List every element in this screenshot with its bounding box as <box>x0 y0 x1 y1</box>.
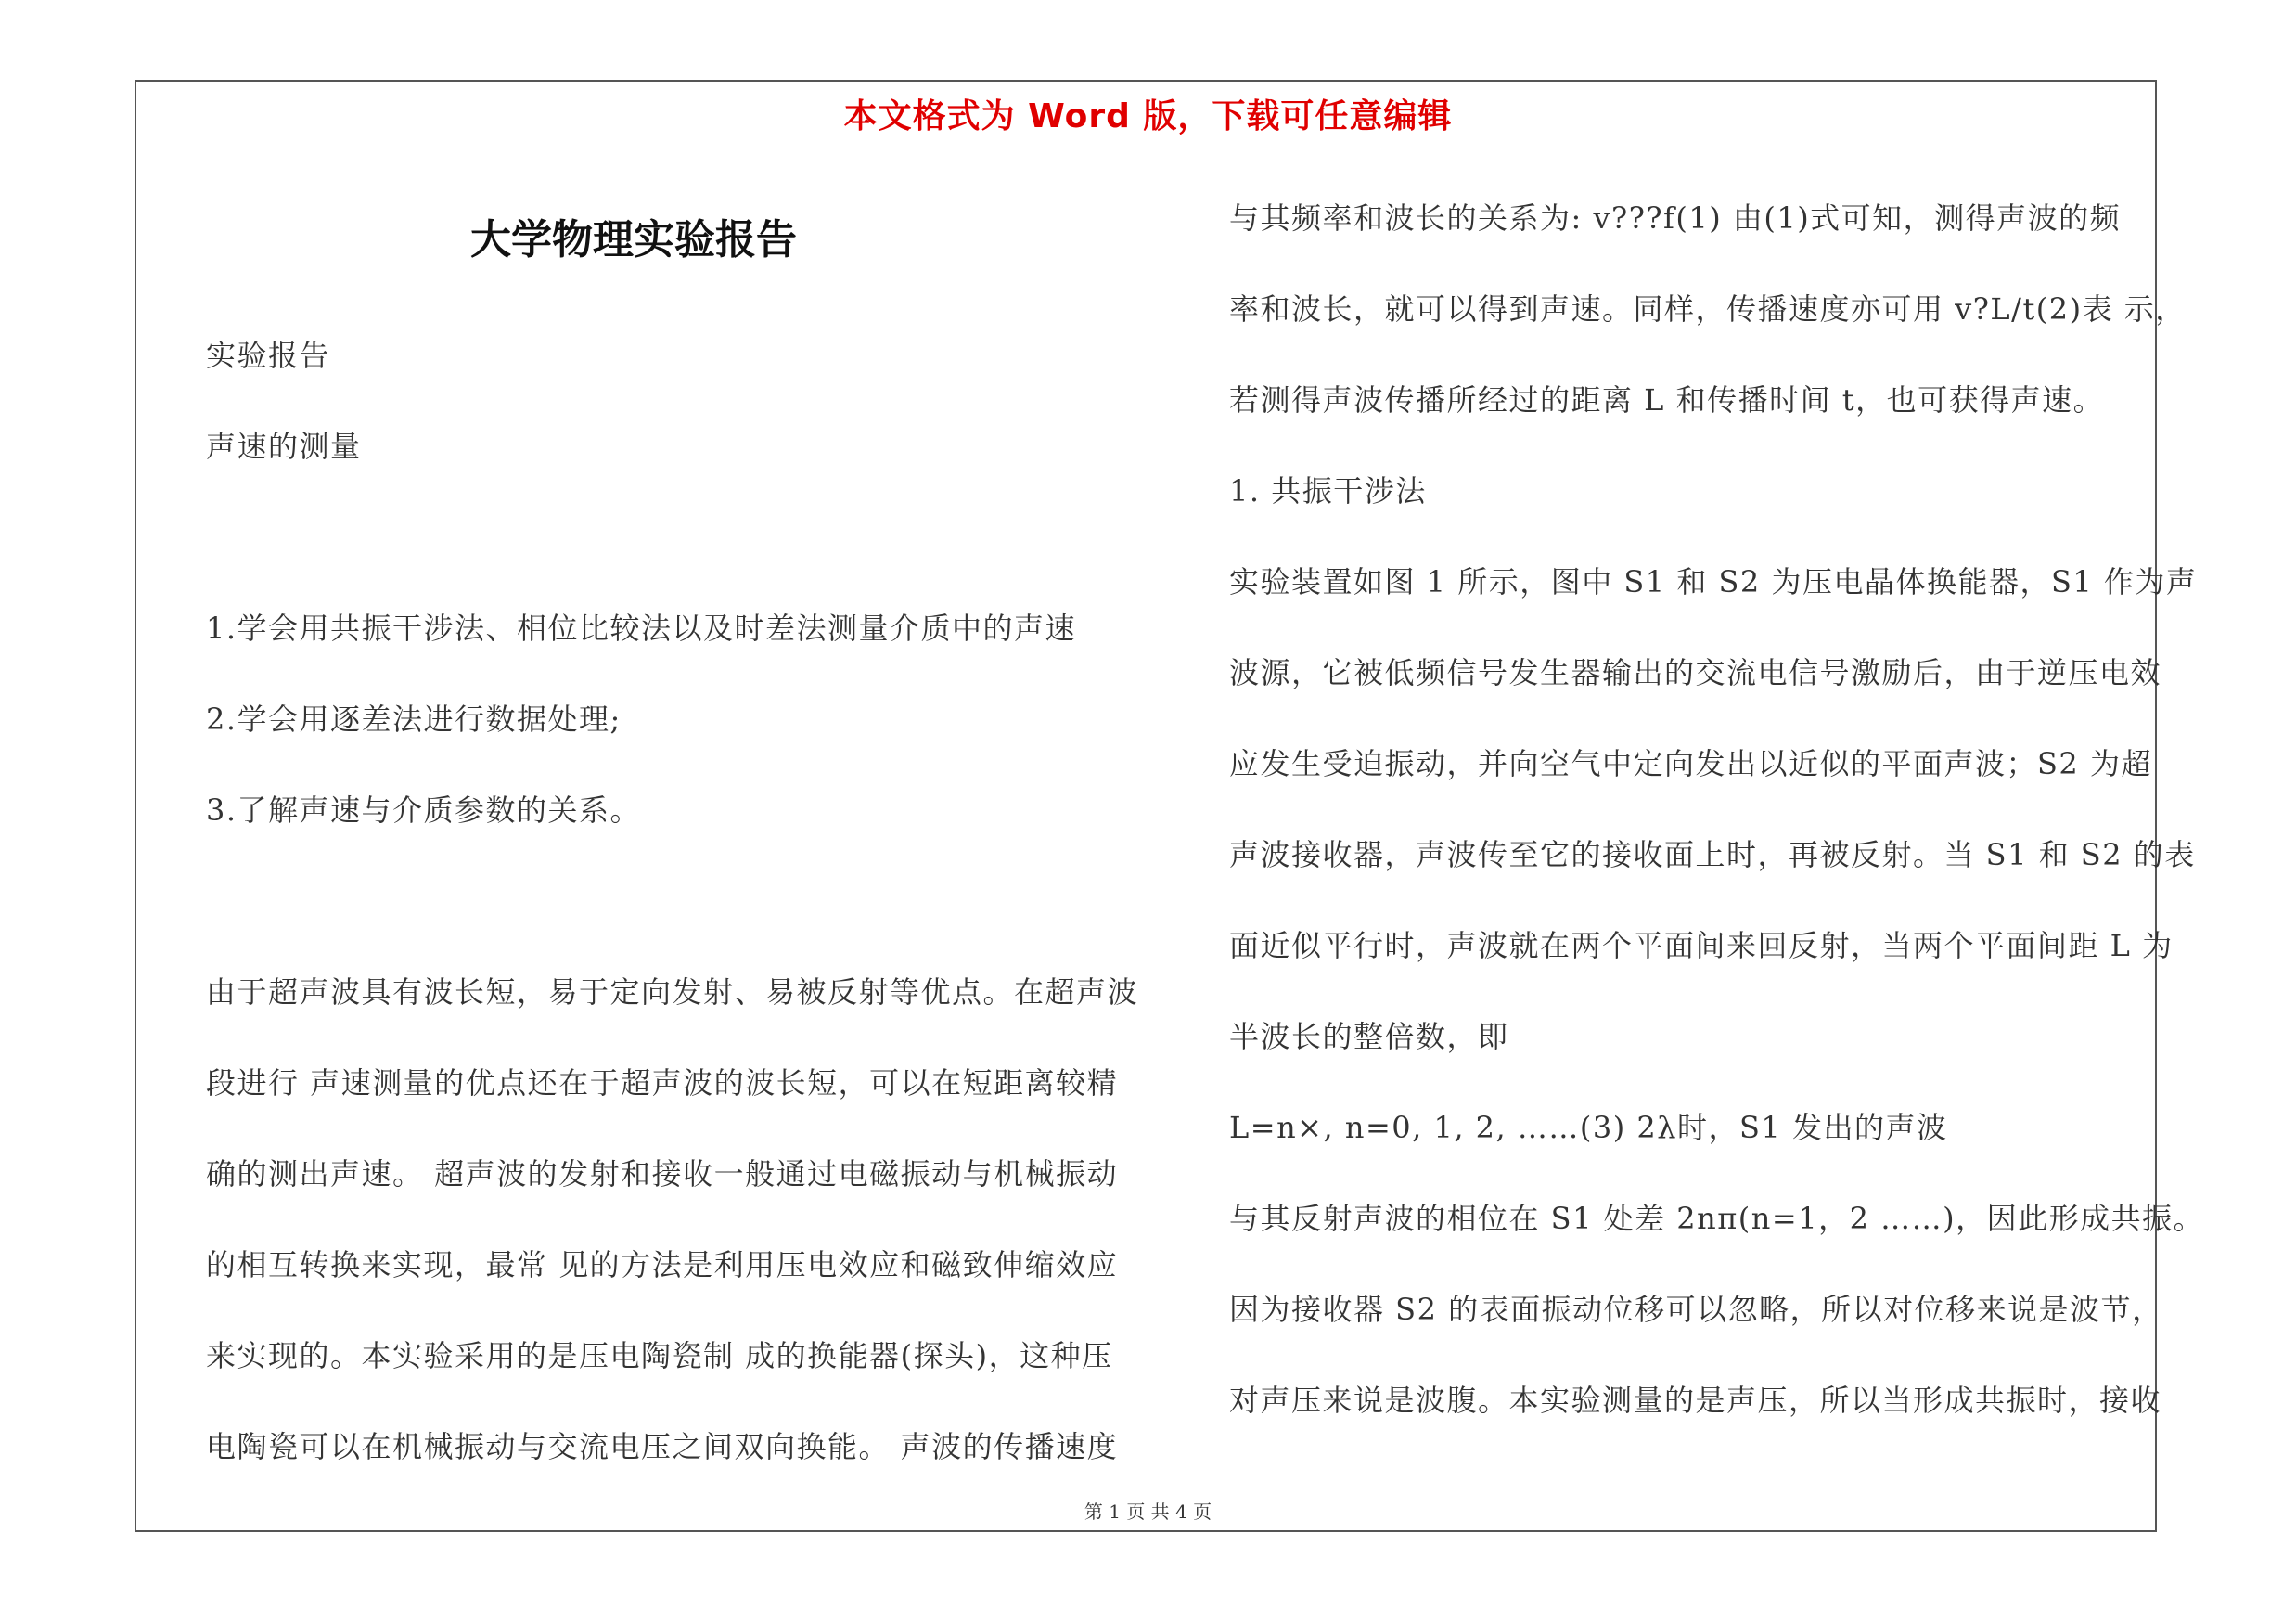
text-line: 电陶瓷可以在机械振动与交流电压之间双向换能。 声波的传播速度 <box>206 1429 1119 1464</box>
text-line: 应发生受迫振动，并向空气中定向发出以近似的平面声波；S2 为超 <box>1229 746 2152 781</box>
text-line: 半波长的整倍数，即 <box>1229 1019 1509 1054</box>
text-line: 与其频率和波长的关系为: v???f(1) 由(1)式可知，测得声波的频 <box>1229 200 2122 236</box>
watermark-banner: 本文格式为 Word 版，下载可任意编辑 <box>843 97 1453 135</box>
text-line: 若测得声波传播所经过的距离 L 和传播时间 t，也可获得声速。 <box>1229 382 2105 418</box>
text-line: 1. 共振干涉法 <box>1229 473 1427 509</box>
text-line: 2.学会用逐差法进行数据处理; <box>206 702 622 737</box>
document-title: 大学物理实验报告 <box>470 216 797 264</box>
text-line: 1.学会用共振干涉法、相位比较法以及时差法测量介质中的声速 <box>206 611 1077 646</box>
text-line: 对声压来说是波腹。本实验测量的是声压，所以当形成共振时，接收 <box>1229 1383 2162 1418</box>
text-line: L=n×, n=0, 1, 2, ……(3) 2λ时，S1 发出的声波 <box>1229 1110 1948 1145</box>
text-line: 率和波长，就可以得到声速。同样，传播速度亦可用 v?L/t(2)表 示， <box>1229 291 2187 327</box>
text-line: 3.了解声速与介质参数的关系。 <box>206 792 642 828</box>
text-line: 来实现的。本实验采用的是压电陶瓷制 成的换能器(探头)，这种压 <box>206 1338 1113 1373</box>
text-line: 由于超声波具有波长短，易于定向发射、易被反射等优点。在超声波 <box>206 974 1139 1010</box>
text-line: 确的测出声速。 超声波的发射和接收一般通过电磁振动与机械振动 <box>206 1156 1119 1191</box>
text-line: 因为接收器 S2 的表面振动位移可以忽略，所以对位移来说是波节， <box>1229 1292 2163 1327</box>
page-number-footer: 第 1 页 共 4 页 <box>1084 1501 1212 1523</box>
text-line: 面近似平行时，声波就在两个平面间来回反射，当两个平面间距 L 为 <box>1229 928 2174 963</box>
text-line: 段进行 声速测量的优点还在于超声波的波长短，可以在短距离较精 <box>206 1065 1119 1101</box>
text-line: 实验装置如图 1 所示，图中 S1 和 S2 为压电晶体换能器，S1 作为声 <box>1229 564 2198 599</box>
text-line: 的相互转换来实现，最常 见的方法是利用压电效应和磁致伸缩效应 <box>206 1247 1119 1282</box>
text-line: 与其反射声波的相位在 S1 处差 2nπ(n=1，2 ……)，因此形成共振。 <box>1229 1201 2205 1236</box>
text-line: 波源，它被低频信号发生器输出的交流电信号激励后，由于逆压电效 <box>1229 655 2162 690</box>
text-line: 声波接收器，声波传至它的接收面上时，再被反射。当 S1 和 S2 的表 <box>1229 837 2196 872</box>
text-line: 实验报告 <box>206 338 331 373</box>
text-line: 声速的测量 <box>206 429 362 464</box>
